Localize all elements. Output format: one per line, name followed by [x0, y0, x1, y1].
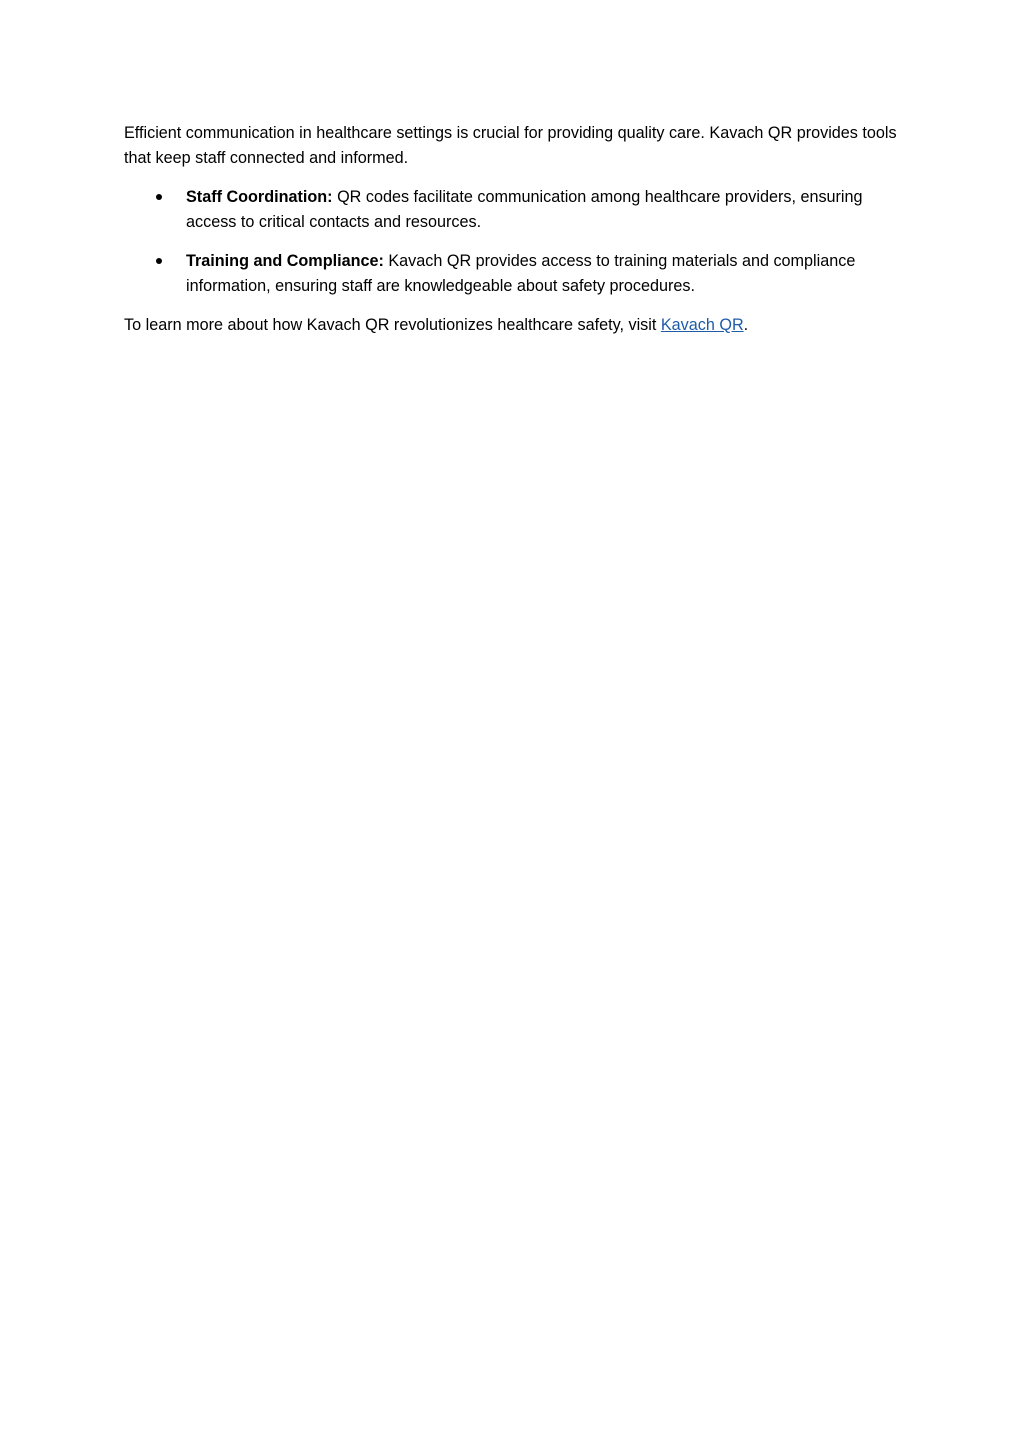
bullet-item-staff-coordination — [124, 185, 914, 235]
closing-period: . — [743, 316, 749, 334]
bullet-icon — [156, 258, 162, 264]
bullet-term: Staff Coordination: — [186, 188, 333, 206]
bullet-text: Kavach QR provides access to training materials and compliance information, ensuring staff are knowledgeable about safety procedures. — [186, 252, 856, 295]
bullet-list — [124, 185, 914, 299]
document-page — [124, 121, 914, 338]
closing-text: To learn more about how Kavach QR revolutionizes healthcare safety, visit — [124, 316, 661, 334]
bullet-icon — [156, 194, 162, 200]
intro-paragraph: Efficient communication in healthcare settings is crucial for providing quality care. Kavach QR provides tools that keep staff connected and informed. — [124, 124, 897, 167]
kavach-qr-link[interactable]: Kavach QR — [660, 316, 744, 334]
closing-paragraph — [124, 313, 914, 338]
bullet-term: Training and Compliance: — [186, 252, 384, 270]
bullet-text: QR codes facilitate communication among healthcare providers, ensuring access to critical contacts and resources. — [186, 188, 863, 231]
bullet-item-training-compliance — [124, 249, 914, 299]
